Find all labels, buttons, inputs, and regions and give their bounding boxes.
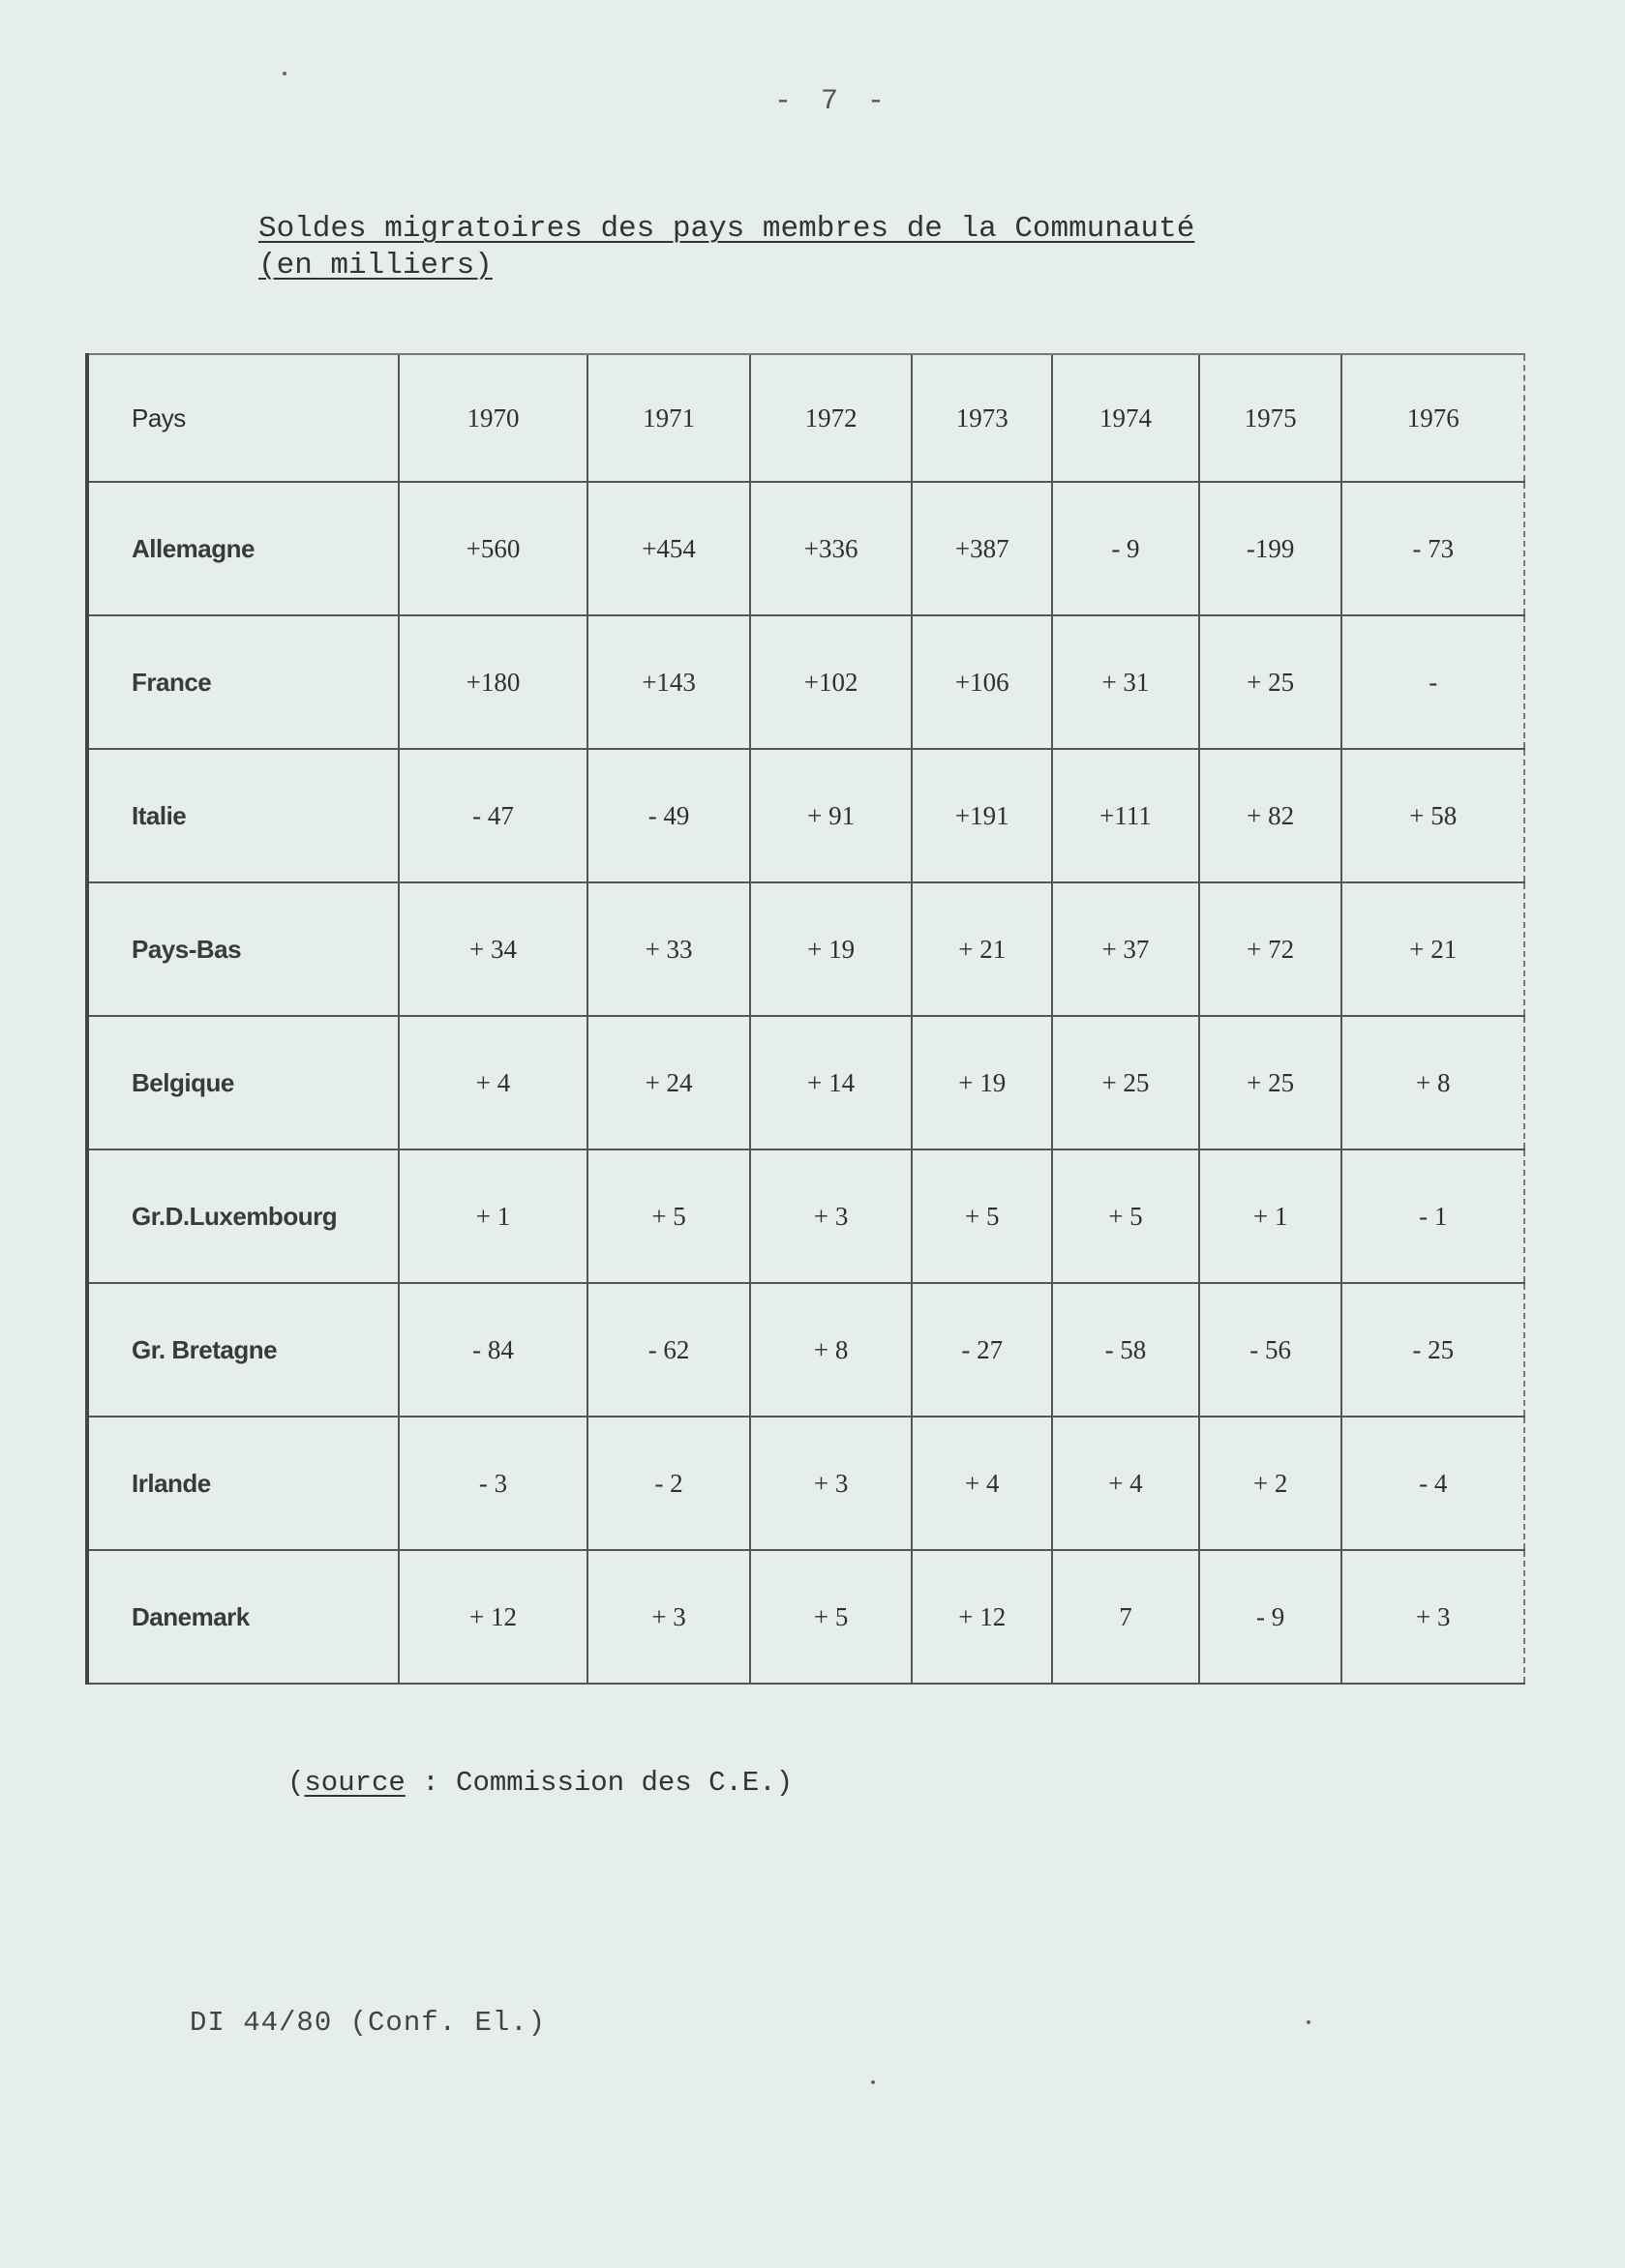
value-cell: - 2 [587, 1417, 750, 1550]
value-cell: +560 [399, 482, 588, 615]
value-cell: + 37 [1052, 882, 1199, 1016]
value-cell: - 9 [1052, 482, 1199, 615]
value-cell: + 21 [1341, 882, 1524, 1016]
value-cell: - 4 [1341, 1417, 1524, 1550]
value-cell: + 21 [912, 882, 1052, 1016]
value-cell: + 14 [750, 1016, 913, 1149]
value-cell: + 8 [750, 1283, 913, 1417]
scan-speck [283, 72, 286, 75]
table-row [87, 1417, 1524, 1550]
header-cell: 1973 [912, 354, 1052, 482]
table-header-row [87, 354, 1524, 482]
value-cell: - 25 [1341, 1283, 1524, 1417]
value-cell: + 5 [1052, 1149, 1199, 1283]
value-cell: + 58 [1341, 749, 1524, 882]
value-cell: + 31 [1052, 615, 1199, 749]
value-cell: 7 [1052, 1550, 1199, 1684]
value-cell: + 3 [750, 1417, 913, 1550]
value-cell: +102 [750, 615, 913, 749]
value-cell: + 1 [1199, 1149, 1342, 1283]
value-cell: + 82 [1199, 749, 1342, 882]
page-number: - 7 - [774, 85, 891, 118]
scan-speck [1307, 2020, 1310, 2024]
value-cell: + 3 [1341, 1550, 1524, 1684]
value-cell: + 4 [1052, 1417, 1199, 1550]
table-row [87, 1283, 1524, 1417]
country-cell: Danemark [87, 1550, 399, 1684]
source-label: source [304, 1767, 406, 1799]
migration-table [85, 353, 1525, 1685]
value-cell: - 3 [399, 1417, 588, 1550]
value-cell: - 62 [587, 1283, 750, 1417]
value-cell: + 25 [1199, 615, 1342, 749]
header-cell: Pays [87, 354, 399, 482]
country-cell: Pays-Bas [87, 882, 399, 1016]
value-cell: + 5 [912, 1149, 1052, 1283]
value-cell: +387 [912, 482, 1052, 615]
value-cell: - 49 [587, 749, 750, 882]
value-cell: + 5 [750, 1550, 913, 1684]
country-cell: Irlande [87, 1417, 399, 1550]
value-cell: + 33 [587, 882, 750, 1016]
value-cell: - 84 [399, 1283, 588, 1417]
table-row [87, 1550, 1524, 1684]
value-cell: + 24 [587, 1016, 750, 1149]
source-text: : Commission des C.E.) [405, 1767, 794, 1799]
value-cell: + 2 [1199, 1417, 1342, 1550]
value-cell: + 1 [399, 1149, 588, 1283]
value-cell: + 4 [912, 1417, 1052, 1550]
scan-speck [871, 2080, 875, 2084]
value-cell: +143 [587, 615, 750, 749]
source-open-paren: ( [287, 1767, 305, 1799]
table-row [87, 1016, 1524, 1149]
value-cell: - 58 [1052, 1283, 1199, 1417]
value-cell: +191 [912, 749, 1052, 882]
value-cell: - 27 [912, 1283, 1052, 1417]
value-cell: + 12 [399, 1550, 588, 1684]
value-cell: +454 [587, 482, 750, 615]
value-cell: +106 [912, 615, 1052, 749]
value-cell: + 25 [1052, 1016, 1199, 1149]
value-cell: + 8 [1341, 1016, 1524, 1149]
source-note [287, 1767, 793, 1799]
value-cell: + 3 [587, 1550, 750, 1684]
value-cell: +180 [399, 615, 588, 749]
table-row [87, 615, 1524, 749]
value-cell: - 9 [1199, 1550, 1342, 1684]
header-cell: 1970 [399, 354, 588, 482]
country-cell: Gr. Bretagne [87, 1283, 399, 1417]
value-cell: + 12 [912, 1550, 1052, 1684]
value-cell: - 47 [399, 749, 588, 882]
value-cell: + 25 [1199, 1016, 1342, 1149]
header-cell: 1976 [1341, 354, 1524, 482]
value-cell: + 72 [1199, 882, 1342, 1016]
header-cell: 1971 [587, 354, 750, 482]
table-row [87, 482, 1524, 615]
title-line-1: Soldes migratoires des pays membres de la Communauté [258, 212, 1195, 246]
value-cell: +336 [750, 482, 913, 615]
value-cell: +111 [1052, 749, 1199, 882]
value-cell: + 5 [587, 1149, 750, 1283]
header-cell: 1975 [1199, 354, 1342, 482]
table-row [87, 882, 1524, 1016]
value-cell: + 3 [750, 1149, 913, 1283]
country-cell: Gr.D.Luxembourg [87, 1149, 399, 1283]
title-line-2: (en milliers) [258, 249, 493, 283]
header-cell: 1972 [750, 354, 913, 482]
document-reference: DI 44/80 (Conf. El.) [190, 2007, 547, 2039]
country-cell: Belgique [87, 1016, 399, 1149]
country-cell: Allemagne [87, 482, 399, 615]
value-cell: -199 [1199, 482, 1342, 615]
value-cell: + 19 [750, 882, 913, 1016]
value-cell: + 91 [750, 749, 913, 882]
value-cell: + 34 [399, 882, 588, 1016]
table-row [87, 1149, 1524, 1283]
value-cell: - 56 [1199, 1283, 1342, 1417]
table-row [87, 749, 1524, 882]
value-cell: - [1341, 615, 1524, 749]
value-cell: - 73 [1341, 482, 1524, 615]
value-cell: - 1 [1341, 1149, 1524, 1283]
value-cell: + 19 [912, 1016, 1052, 1149]
header-cell: 1974 [1052, 354, 1199, 482]
country-cell: Italie [87, 749, 399, 882]
value-cell: + 4 [399, 1016, 588, 1149]
country-cell: France [87, 615, 399, 749]
table-title [258, 211, 1194, 284]
